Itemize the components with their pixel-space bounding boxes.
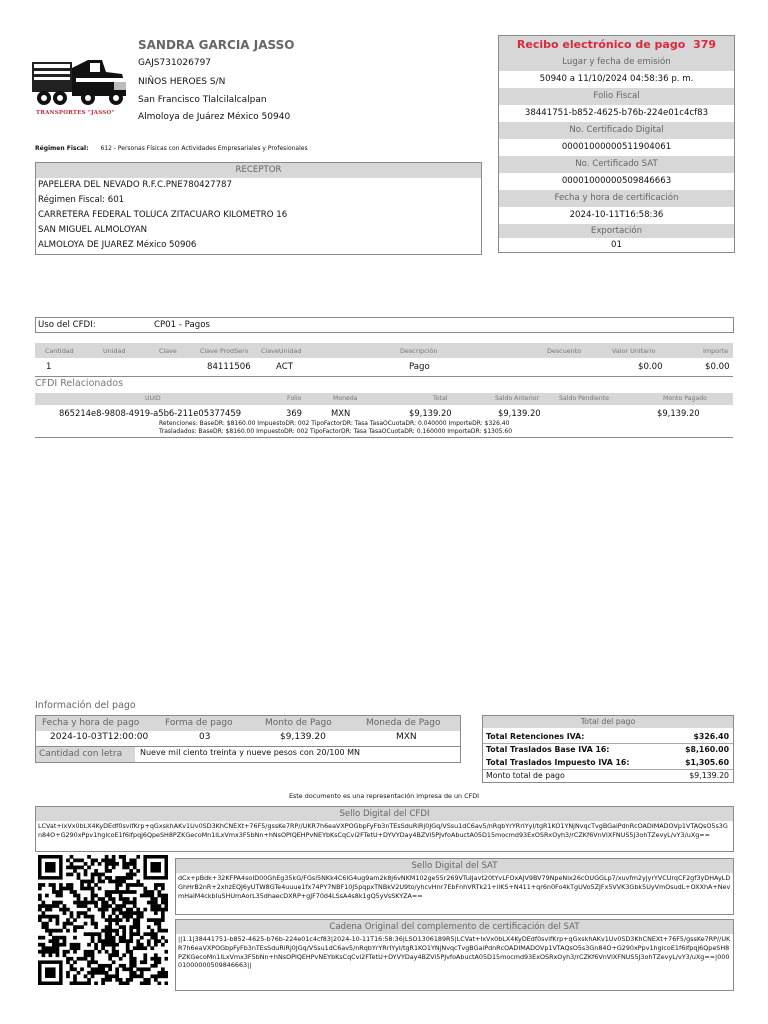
folio-value: 38441751-b852-4625-b76b-224e01c4cf83: [524, 108, 709, 118]
pay-col-header: Monto de Pago: [265, 718, 332, 728]
totals-box: [482, 715, 734, 783]
rel-col-header: Folio: [287, 395, 302, 402]
folio-label: Folio Fiscal: [499, 88, 734, 105]
concept-col-header: Descuento: [547, 347, 582, 355]
payment-table: [35, 715, 461, 763]
concept-col-header: Descripción: [400, 347, 438, 355]
rel-col-header: Total: [433, 395, 448, 402]
total-row: [483, 743, 733, 756]
total-value: $9,139.20: [689, 771, 729, 780]
totals-header: Total del pago: [483, 716, 733, 728]
total-value: $1,305.60: [685, 758, 729, 767]
issuer-rfc: GAJS731026797: [138, 58, 212, 68]
concept-cell: 1: [46, 362, 52, 372]
receptor-line: PAPELERA DEL NEVADO R.F.C.PNE780427787: [38, 180, 232, 190]
concept-cell: ACT: [276, 362, 293, 372]
concept-cell: $0.00: [705, 362, 730, 372]
total-label: Total Retenciones IVA:: [486, 732, 585, 741]
receptor-line: CARRETERA FEDERAL TOLUCA ZITACUARO KILOMETRO 16: [38, 210, 288, 220]
rel-cell: $9,139.20: [657, 408, 700, 418]
pay-value: 2024-10-03T12:00:00: [50, 732, 149, 742]
cadena-text: ||1.1|38441751-b852-4625-b76b-224e01c4cf83|2024-10-11T16:58:36|LSO1306189R5|LCVat+IxVx0bLX4KyDEdf0svifKrp+qGxskhAKv1Uv0SD3KhCNEXt+76F5/gssKe7RP//UKR7h6eaVXPOGbpFyFb3nTEsSduRiRj0JGq/VSsu1dC6av5/nRqbYrYRrIYyI/tgR1KO1YNjNvqcTvgBGaiPdnRcOADIMADOVp1VTAQsO5s3Gn84O+G290xPpv1hglcoE1f6lfpqj6QpeSH8PZKGecoMn1lLxVmx3F5bNn+hNsOPIQEHPvNEYbKsCqCvi2FTetU+DYVYDay4BZVi5PJvfoAbuctA05D15mocmd93ExOSRxOyh3/rCZKf6VnVlXFNUS5J3ohTZevyL/vY3/uXg==|00001000000509846663||: [178, 935, 731, 970]
receipt-number: 379: [693, 38, 717, 51]
uso-cfdi-label: Uso del CFDI:: [38, 320, 96, 330]
issuer-name: SANDRA GARCIA JASSO: [138, 38, 295, 52]
concept-col-header: Clave ProdServ: [200, 347, 249, 355]
pay-col-header: Fecha y hora de pago: [42, 718, 140, 728]
receptor-line: SAN MIGUEL ALMOLOYAN: [38, 225, 148, 235]
export-value: 01: [611, 240, 622, 250]
cfdi-rel-header: [35, 393, 733, 405]
qr-code: [38, 855, 168, 985]
receipt-title-row: [499, 36, 734, 54]
receptor-line: Régimen Fiscal: 601: [38, 195, 125, 205]
regimen-value: 612 - Personas Físicas con Actividades Empresariales y Profesionales: [100, 145, 308, 152]
retenciones-line: Retenciones: BaseDR: $8160.00 ImpuestoDR: 002 TipoFactorDR: Tasa TasaOCuotaDR: 0.040000 ImporteDR: $326.40: [159, 420, 510, 427]
rel-col-header: UUID: [145, 395, 161, 402]
rel-col-header: Saldo Anterior: [495, 395, 540, 402]
place-date-label: Lugar y fecha de emisión: [499, 54, 734, 71]
issuer-city: Almoloya de Juárez México 50940: [138, 112, 291, 122]
issuer-street: NIÑOS HEROES S/N: [138, 77, 226, 87]
concept-col-header: Cantidad: [45, 347, 74, 355]
receipt-box: [498, 35, 735, 253]
concept-cell: Pago: [409, 362, 430, 372]
rel-cell: $9,139.20: [498, 408, 541, 418]
concept-col-header: Importe: [703, 347, 729, 355]
letter-value: Nueve mil ciento treinta y nueve pesos con 20/100 MN: [140, 748, 360, 757]
regimen-label: Régimen Fiscal:: [35, 145, 89, 152]
export-label: Exportación: [499, 224, 734, 238]
sello-cfdi-text: LCVat+IxVx0bLX4KyDEdf0svifKrp+qGxskhAKv1Uv0SD3KhCNEXt+76F5/gssKe7RP//UKR7h6eaVXPOGbpFyFb3nTEsSduRiRj0JGq/VSsu1dC6av5/nRqbYrYRrIYyI/tgR1KO1YNjNvqcTvgBGaiPdnRcOADIMADOVp1VTAQsO5s3Gn84O+G290xPpv1hglcoE1f6lfpqj6QpeSH8PZKGecoMn1lLxVmx3F5bNn+hNsOPIQEHPvNEYbKsCqCvi2FTetU+DYVYDay4BZVi5PJvfoAbuctA05D15mocmd93ExOSRxOyh3/rCZKf6VnVlXFNUS5J3ohTZevyL/vY3/uXg==: [38, 822, 728, 839]
uso-cfdi-value: CP01 - Pagos: [154, 320, 210, 330]
cert-digital-value: 00001000000511904061: [561, 142, 672, 152]
logo-caption: TRANSPORTES "JASSO": [36, 110, 115, 116]
pay-value: $9,139.20: [280, 732, 326, 742]
truck-icon: [30, 48, 130, 110]
receptor-header: RECEPTOR: [36, 163, 481, 178]
rel-col-header: Saldo Pendiente: [559, 395, 609, 402]
receipt-title: Recibo electrónico de pago: [516, 38, 686, 51]
concepts-header: [35, 343, 733, 358]
place-date-value: 50940 a 11/10/2024 04:58:36 p. m.: [539, 74, 694, 84]
concept-cell: 84111506: [207, 362, 251, 372]
concept-col-header: ClaveUnidad: [261, 347, 302, 355]
concept-row: [35, 360, 733, 377]
total-value: $326.40: [693, 732, 729, 741]
concept-col-header: Clave: [159, 347, 177, 355]
rel-col-header: Monto Pagado: [663, 395, 707, 402]
company-logo: [30, 48, 130, 120]
rel-cell: 369: [286, 408, 302, 418]
cert-date-value: 2024-10-11T16:58:36: [569, 210, 664, 220]
qr-code-image: [38, 855, 168, 985]
rel-cell: MXN: [331, 408, 351, 418]
cfdi-notice: Este documento es una representación impresa de un CFDI: [288, 792, 480, 800]
total-label: Total Traslados Impuesto IVA 16:: [486, 758, 630, 767]
sello-sat-box: [175, 858, 734, 915]
total-row: [483, 730, 733, 744]
cadena-title: Cadena Original del complemento de certificación del SAT: [176, 920, 733, 934]
uso-cfdi-row: [35, 317, 734, 333]
letter-label: Cantidad con letra: [36, 747, 135, 762]
rel-cell: 865214e8-9808-4919-a5b6-211e05377459: [59, 408, 242, 418]
rel-col-header: Moneda: [333, 395, 358, 402]
total-value: $8,160.00: [685, 745, 729, 754]
pay-col-header: Moneda de Pago: [366, 718, 441, 728]
regimen-fiscal: [35, 145, 308, 152]
cfdi-rel-row: [35, 407, 733, 438]
concept-col-header: Valor Unitario: [612, 347, 656, 355]
sello-sat-text: dCx+pBdk+32KFPA4soID00GhEg35kG/FGsl5NKk4C6lG4ug9am2k8j6vNKM102ge55r269VTuIJavt20tYvLFOxAJV9BV79NpeNix26cOUGGLp7/xuvfm2yjyrYVCUrqCF2gf3yDHAyLDGhHrB2nR+2xhzEQJ6yUTW8GTe4uuue1fx74PY7NBF10J5pqpxTNBkV2U9to/yhcvHnr7EbFnhVRTk21+llKS+N411+qr6n0Fo4kTgUVo5ZJFx5VVK3Gbk5UyVmOsudL+OXXhA+NevmHalM4ckbIuSHUmAorL35dhaecDXRP+gJF70d4LSsA4s8k1gQ5yVsSKYZA==: [178, 874, 731, 900]
cfdi-rel-title: CFDI Relacionados: [35, 378, 124, 389]
total-label: Total Traslados Base IVA 16:: [486, 745, 610, 754]
trasladados-line: Trasladados: BaseDR: $8160.00 ImpuestoDR: 002 TipoFactorDR: Tasa TasaOCuotaDR: 0.160000 ImporteDR: $1305.60: [159, 428, 513, 435]
sello-cfdi-title: Sello Digital del CFDI: [36, 807, 733, 821]
concept-cell: $0.00: [638, 362, 663, 372]
pay-col-header: Forma de pago: [165, 718, 233, 728]
sello-sat-title: Sello Digital del SAT: [176, 859, 733, 873]
payment-header: [36, 716, 460, 731]
concept-col-header: Unidad: [103, 347, 126, 355]
sello-cfdi-box: [35, 806, 734, 852]
cadena-box: [175, 919, 734, 991]
cert-sat-value: 00001000000509846663: [561, 176, 672, 186]
cert-date-label: Fecha y hora de certificación: [499, 190, 734, 207]
receptor-line: ALMOLOYA DE JUAREZ México 50906: [38, 240, 197, 250]
issuer-colony: San Francisco Tlalcilalcalpan: [138, 95, 267, 105]
rel-cell: $9,139.20: [409, 408, 452, 418]
cert-sat-label: No. Certificado SAT: [499, 156, 734, 173]
total-row: [483, 756, 733, 770]
payment-title: Información del pago: [35, 700, 136, 711]
pay-value: MXN: [396, 732, 417, 742]
cert-digital-label: No. Certificado Digital: [499, 122, 734, 139]
total-label: Monto total de pago: [486, 771, 565, 780]
total-row: [483, 769, 733, 782]
pay-value: 03: [199, 732, 211, 742]
receptor-box: [35, 162, 482, 255]
